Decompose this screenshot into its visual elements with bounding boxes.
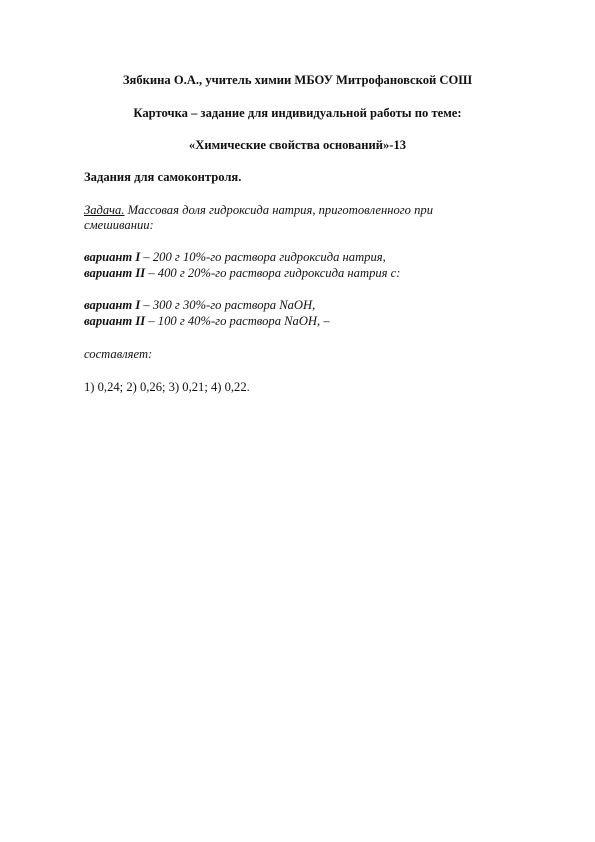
task-label: Задача. [84,203,125,217]
group1-variant1 [84,250,386,265]
answer-options: 1) 0,24; 2) 0,26; 3) 0,21; 4) 0,22. [84,380,250,394]
group1-variant2 [84,266,400,281]
group2-variant2 [84,314,330,329]
variant-text: – 300 г 30%-го раствора NaOH, [140,298,316,312]
variant-text: – 400 г 20%-го раствора гидроксида натрия с: [145,266,401,280]
variant-text: – 200 г 10%-го раствора гидроксида натрия, [140,250,386,264]
task-text-1: Массовая доля гидроксида натрия, приготовленного при [124,203,434,217]
section-heading: Задания для самоконтроля. [84,170,242,184]
card-title: Карточка – задание для индивидуальной работы по теме: [133,106,462,120]
topic-title: «Химические свойства оснований»-13 [188,138,407,152]
task-line-1 [84,203,433,218]
variant-label: вариант I [84,298,141,312]
variant-label: вариант II [84,266,146,280]
variant-label: вариант II [84,314,146,328]
task-line-2: смешивании: [84,218,154,232]
group2-variant1 [84,298,315,313]
task-ending: составляет: [84,347,153,361]
author-line: Зябкина О.А., учитель химии МБОУ Митрофановской СОШ [122,73,473,87]
variant-text: – 100 г 40%-го раствора NaOH, – [145,314,330,328]
variant-label: вариант I [84,250,141,264]
